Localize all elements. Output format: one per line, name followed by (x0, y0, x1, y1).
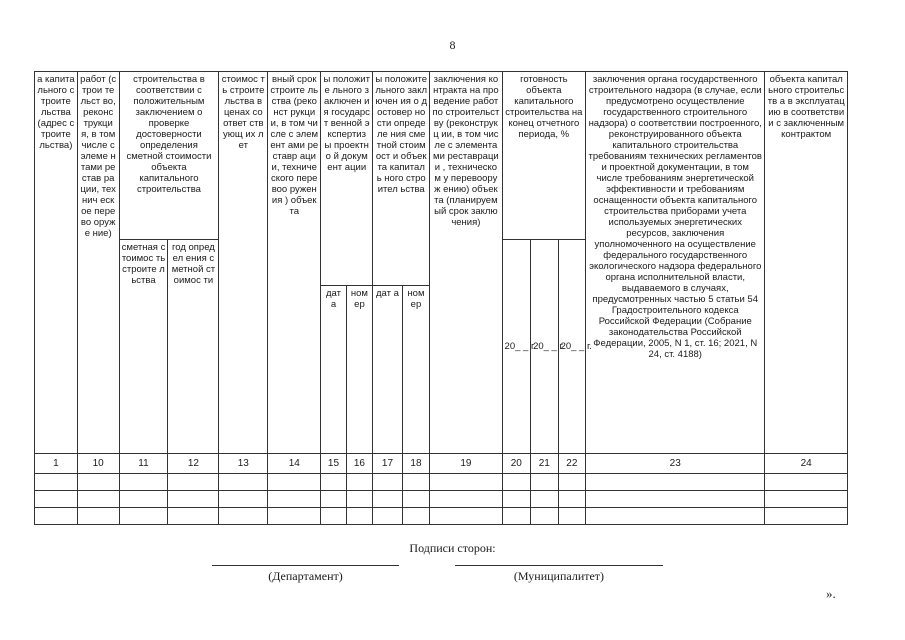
department-label: (Департамент) (268, 569, 343, 583)
header-col-18: ном ер (402, 286, 430, 454)
header-col-20-22-group: готовность объекта капитального строительства на конец отчетного периода, % (502, 72, 586, 240)
column-number: 13 (219, 454, 268, 474)
construction-objects-table (34, 71, 848, 525)
header-col-10: работ (строи тельст во, реконс трукци я, в том числе с элеме нтами рестав рации, технич еское перево оруже ние) (77, 72, 119, 454)
column-number: 18 (402, 454, 430, 474)
column-number: 12 (168, 454, 219, 474)
municipality-label: (Муниципалитет) (513, 569, 605, 583)
empty-table-row (35, 474, 848, 491)
header-col-11-12-group: строительства в соответствии с положительным заключением о проверке достоверности определения сметной стоимости объекта капитального строительства (119, 72, 219, 240)
column-number: 17 (373, 454, 403, 474)
header-col-15-16-group: ы положите льного заключен ия государст венной экспертиз ы проектно й документ ации (321, 72, 373, 286)
header-col-17: дат а (373, 286, 403, 454)
header-col-11: сметная стоимос ть строите льства (119, 240, 168, 454)
municipality-signature-line (455, 565, 663, 566)
closing-quote-mark: ». (826, 586, 836, 601)
header-col-24: объекта капитального строительств а в эксплуатацию в соответствии с заключенным контрактом (765, 72, 848, 454)
signatures-title: Подписи сторон: (409, 541, 496, 555)
column-number: 19 (430, 454, 502, 474)
header-col-1: а капита льного строите льства (адрес строите льства) (35, 72, 78, 454)
department-signature-line (212, 565, 399, 566)
header-col-12: год определ ения сметной стоимос ти (168, 240, 219, 454)
column-number: 24 (765, 454, 848, 474)
column-number-row (35, 454, 848, 474)
header-col-23: заключения органа государственного строительного надзора (в случае, если предусмотрено осуществление государственного строительного надзора) о соответствии построенного, реконструированного объекта капитального строительства требованиям технических регламентов и проектной документации, в том числе требованиям энергетической эффективности и требованиям оснащенности объекта капитального строительства приборами учета используемых энергетических ресурсов, заключения уполномоченного на осуществление федерального государственного экологического надзора федерального органа исполнительной власти, выдаваемого в случаях, предусмотренных частью 5 статьи 54 Градостроительного кодекса Российской Федерации (Собрание законодательства Российской Федерации, 2005, N 1, ст. 16; 2021, N 24, ст. 4188) (586, 72, 765, 454)
header-col-19: заключения контракта на проведение работ по строительст ву (реконструкц ии, в том числе с элементами реставрации , техническом у перевооруж ению) объекта (планируем ый срок заключения) (430, 72, 502, 454)
empty-table-row (35, 491, 848, 508)
column-number: 22 (558, 454, 586, 474)
header-col-17-18-group: ы положите льного заключен ия о достовер ности определе ния сметной стоимост и объекта капиталь ного строител ьства (373, 72, 430, 286)
header-col-20: 20_ _ г. (502, 240, 531, 454)
column-number: 10 (77, 454, 119, 474)
column-number: 14 (268, 454, 321, 474)
column-number: 11 (119, 454, 168, 474)
header-col-16: ном ер (346, 286, 372, 454)
header-col-15: дат а (321, 286, 346, 454)
empty-table-row (35, 508, 848, 525)
header-col-13: стоимос ть строите льства в ценах соответ ствующ их лет (219, 72, 268, 454)
column-number: 23 (586, 454, 765, 474)
header-col-22: 20_ _ г. (558, 240, 586, 454)
column-number: 16 (346, 454, 372, 474)
column-number: 15 (321, 454, 346, 474)
header-col-21: 20_ _ г. (531, 240, 559, 454)
page-number: 8 (449, 38, 456, 52)
header-col-14: вный срок строите льства (реконст рукции, в том числе с элемент ами реставр ации, техниче ского перевоо ружения ) объекта (268, 72, 321, 454)
column-number: 21 (531, 454, 559, 474)
column-number: 1 (35, 454, 78, 474)
column-number: 20 (502, 454, 531, 474)
